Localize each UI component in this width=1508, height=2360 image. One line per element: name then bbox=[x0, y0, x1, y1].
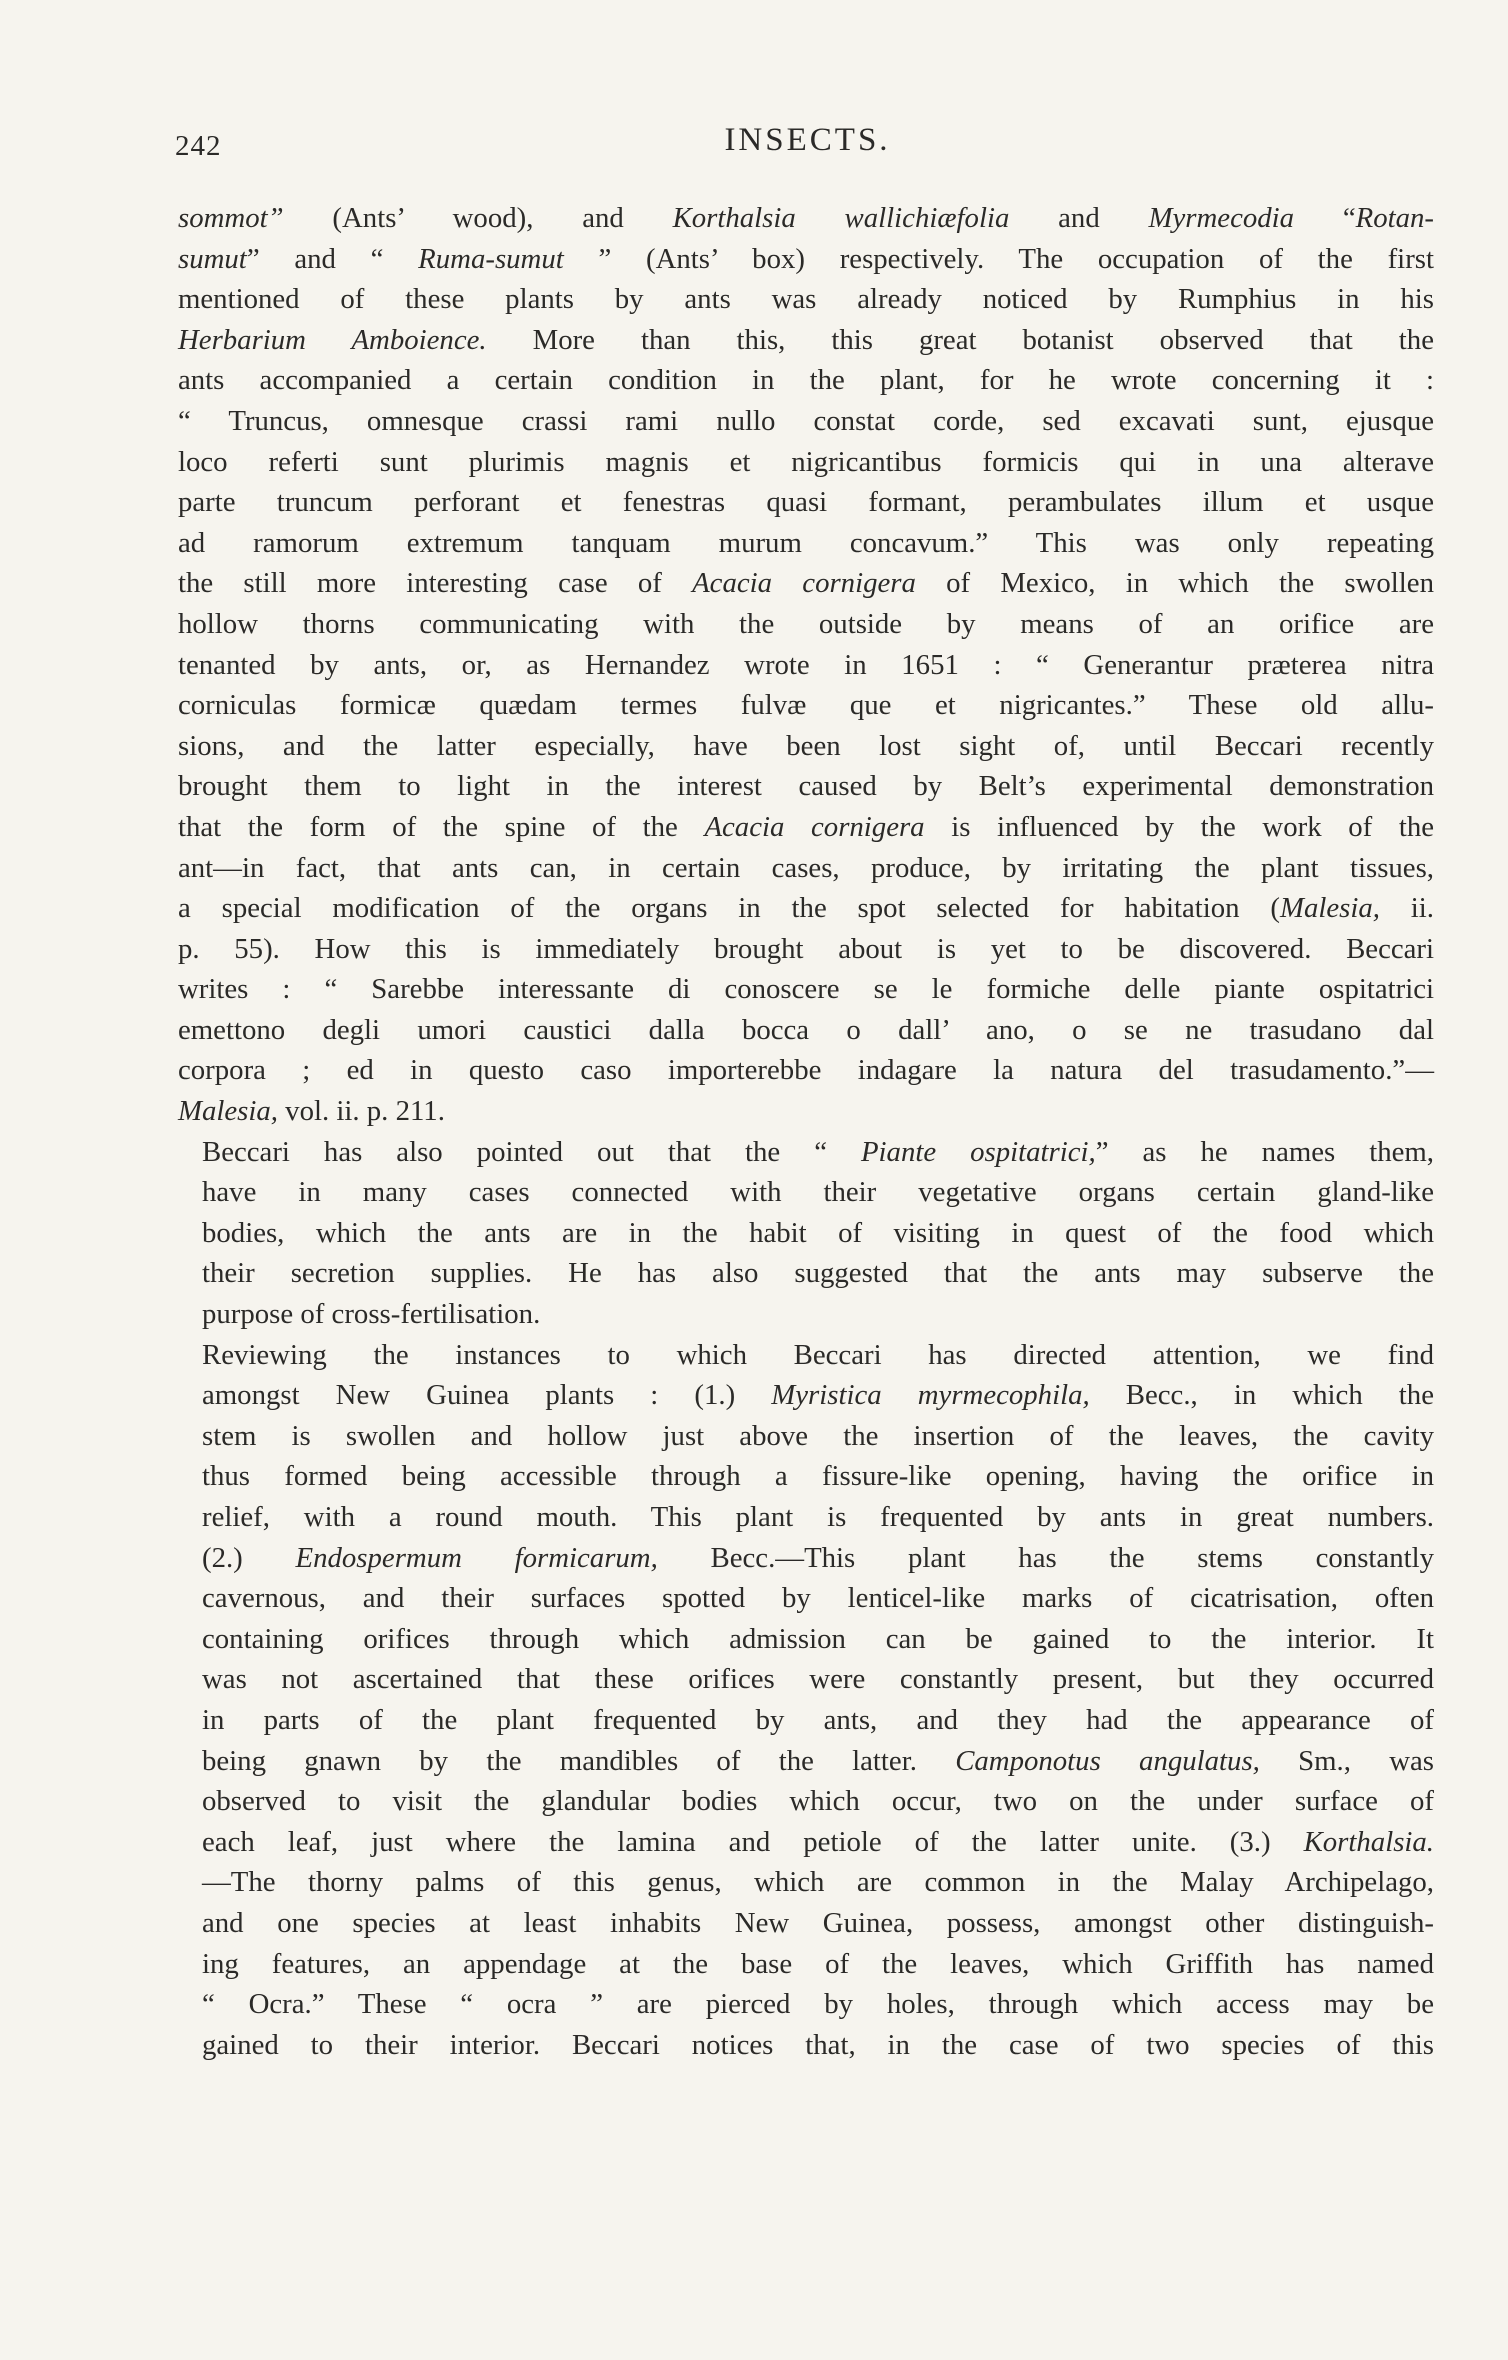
paragraph bbox=[178, 1132, 1434, 1335]
text-line bbox=[178, 645, 1434, 686]
italic-text: Acacia cornigera bbox=[692, 567, 916, 600]
text-run: “ Ocra.” These “ ocra ” are pierced by holes, through which access may be bbox=[202, 1988, 1434, 2021]
text-run: ad ramorum extremum tanquam murum concavum.” This was only repeating bbox=[178, 526, 1434, 559]
text-run: ii. bbox=[1379, 892, 1434, 925]
text-run: that the form of the spine of the bbox=[178, 810, 705, 843]
text-line bbox=[178, 1862, 1434, 1903]
text-run: sions, and the latter especially, have been lost sight of, until Beccari recently bbox=[178, 729, 1434, 762]
running-head: INSECTS. bbox=[724, 122, 891, 158]
text-line bbox=[178, 848, 1434, 889]
italic-text: Korthalsia. bbox=[1303, 1825, 1434, 1858]
text-line bbox=[178, 969, 1434, 1010]
text-run: cavernous, and their surfaces spotted by lenticel-like marks of cicatrisation, often bbox=[202, 1582, 1434, 1615]
text-run: corniculas formicæ quædam termes fulvæ que et nigricantes.” These old allu- bbox=[178, 689, 1434, 722]
text-line bbox=[178, 523, 1434, 564]
text-line bbox=[178, 482, 1434, 523]
text-run: of Mexico, in which the swollen bbox=[915, 567, 1434, 600]
body-text bbox=[178, 198, 1434, 2065]
text-run: More than this, this great botanist observed that the bbox=[486, 323, 1434, 356]
page-number: 242 bbox=[175, 130, 222, 162]
text-line bbox=[178, 1335, 1434, 1376]
text-line bbox=[178, 320, 1434, 361]
text-run: and bbox=[1009, 202, 1149, 234]
text-line bbox=[178, 1375, 1434, 1416]
text-run: ants accompanied a certain condition in the plant, for he wrote concerning it : bbox=[178, 364, 1434, 397]
text-run: p. 55). How this is immediately brought about is yet to be discovered. Beccari bbox=[178, 932, 1434, 965]
text-line bbox=[178, 1781, 1434, 1822]
text-line bbox=[178, 239, 1434, 280]
text-line bbox=[178, 1822, 1434, 1863]
text-run: Becc., in which the bbox=[1089, 1379, 1434, 1412]
text-run: thus formed being accessible through a fissure-like opening, having the orifice in bbox=[202, 1460, 1434, 1493]
text-line bbox=[178, 807, 1434, 848]
text-run: ” and “ bbox=[246, 242, 419, 275]
text-line bbox=[178, 1213, 1434, 1254]
italic-text: Korthalsia wallichiæfolia bbox=[672, 202, 1010, 234]
text-run: emettono degli umori caustici dalla bocca o dall’ ano, o se ne trasudano dal bbox=[178, 1013, 1434, 1046]
italic-text: Acacia cornigera bbox=[704, 810, 925, 843]
text-line bbox=[178, 1294, 1434, 1335]
text-line bbox=[178, 1944, 1434, 1985]
paragraph bbox=[178, 198, 1434, 1132]
text-run: purpose of cross-fertilisation. bbox=[202, 1298, 541, 1331]
text-run: Becc.—This plant has the stems constantly bbox=[657, 1541, 1434, 1574]
text-run: each leaf, just where the lamina and petiole of the latter unite. (3.) bbox=[202, 1825, 1304, 1858]
text-line bbox=[178, 1497, 1434, 1538]
text-run: (Ants’ wood), and bbox=[283, 202, 673, 234]
italic-text: Ruma-sumut bbox=[418, 242, 564, 275]
text-run: ant—in fact, that ants can, in certain cases, produce, by irritating the plant tissues, bbox=[178, 851, 1434, 884]
text-line bbox=[178, 1984, 1434, 2025]
text-run: bodies, which the ants are in the habit of visiting in quest of the food which bbox=[202, 1216, 1434, 1249]
page-header bbox=[175, 118, 1440, 178]
text-run: Beccari has also pointed out that the “ bbox=[202, 1135, 861, 1168]
text-run: stem is swollen and hollow just above the insertion of the leaves, the cavity bbox=[202, 1419, 1434, 1452]
text-line bbox=[178, 1010, 1434, 1051]
text-line bbox=[178, 2025, 1434, 2066]
text-run: Reviewing the instances to which Beccari has directed attention, we find bbox=[202, 1338, 1434, 1371]
text-run: in parts of the plant frequented by ants, and they had the appearance of bbox=[202, 1703, 1434, 1736]
text-run: hollow thorns communicating with the outside by means of an orifice are bbox=[178, 607, 1434, 640]
text-run: ” as he names them, bbox=[1095, 1135, 1435, 1168]
italic-text: sumut bbox=[178, 242, 247, 275]
text-run: have in many cases connected with their vegetative organs certain gland-like bbox=[202, 1176, 1434, 1209]
text-line bbox=[178, 1619, 1434, 1660]
text-run: ing features, an appendage at the base of the leaves, which Griffith has named bbox=[202, 1947, 1434, 1980]
italic-text: Camponotus angulatus, bbox=[955, 1744, 1260, 1777]
text-line bbox=[178, 442, 1434, 483]
italic-text: Malesia, bbox=[1279, 892, 1380, 925]
text-line bbox=[178, 726, 1434, 767]
text-run: brought them to light in the interest caused by Belt’s experimental demonstration bbox=[178, 770, 1434, 803]
text-line bbox=[178, 198, 1434, 239]
italic-text: Myristica myrmecophila, bbox=[771, 1379, 1090, 1412]
text-line bbox=[178, 1741, 1434, 1782]
text-run: vol. ii. p. 211. bbox=[277, 1095, 445, 1128]
text-run: relief, with a round mouth. This plant is frequented by ants in great numbers. bbox=[202, 1501, 1434, 1533]
text-run: mentioned of these plants by ants was already noticed by Rumphius in his bbox=[178, 283, 1434, 316]
text-run: gained to their interior. Beccari notices that, in the case of two species of this bbox=[202, 2028, 1434, 2061]
text-run: amongst New Guinea plants : (1.) bbox=[202, 1379, 772, 1412]
text-run: “ Truncus, omnesque crassi rami nullo constat corde, sed excavati sunt, ejusque bbox=[178, 404, 1434, 437]
text-run: a special modification of the organs in the spot selected for habitation ( bbox=[178, 892, 1280, 925]
text-run: their secretion supplies. He has also suggested that the ants may subserve the bbox=[202, 1257, 1434, 1290]
text-line bbox=[178, 1903, 1434, 1944]
text-run: writes : “ Sarebbe interessante di conoscere se le formiche delle piante ospitatrici bbox=[178, 973, 1434, 1006]
text-line bbox=[178, 1132, 1434, 1173]
italic-text: Piante ospitatrici, bbox=[860, 1135, 1096, 1168]
text-run: ” (Ants’ box) respectively. The occupation of the first bbox=[563, 242, 1434, 275]
text-run: containing orifices through which admission can be gained to the interior. It bbox=[202, 1622, 1434, 1655]
text-run: was not ascertained that these orifices were constantly present, but they occurred bbox=[202, 1663, 1434, 1696]
text-line bbox=[178, 1456, 1434, 1497]
text-run: “ bbox=[1294, 202, 1356, 234]
text-run: (2.) bbox=[202, 1541, 296, 1574]
text-run: tenanted by ants, or, as Hernandez wrote in 1651 : “ Generantur præterea nitra bbox=[178, 648, 1434, 681]
text-line bbox=[178, 563, 1434, 604]
text-run: corpora ; ed in questo caso importerebbe indagare la natura del trasudamento.”— bbox=[178, 1054, 1434, 1087]
text-run: and one species at least inhabits New Guinea, possess, amongst other distinguish- bbox=[202, 1906, 1434, 1939]
text-run: parte truncum perforant et fenestras quasi formant, perambulates illum et usque bbox=[178, 486, 1434, 519]
text-line bbox=[178, 1700, 1434, 1741]
text-line bbox=[178, 1050, 1434, 1091]
text-line bbox=[178, 766, 1434, 807]
text-line bbox=[178, 360, 1434, 401]
text-run: being gnawn by the mandibles of the latter. bbox=[202, 1744, 956, 1777]
text-line bbox=[178, 604, 1434, 645]
text-line bbox=[178, 929, 1434, 970]
text-line bbox=[178, 1538, 1434, 1579]
italic-text: Endospermum formicarum, bbox=[295, 1541, 658, 1574]
text-line bbox=[178, 1091, 1434, 1132]
text-run: observed to visit the glandular bodies which occur, two on the under surface of bbox=[202, 1785, 1434, 1818]
text-run: —The thorny palms of this genus, which are common in the Malay Archipelago, bbox=[202, 1866, 1434, 1899]
italic-text: Herbarium Amboience. bbox=[178, 323, 487, 356]
text-run: is influenced by the work of the bbox=[924, 810, 1434, 843]
text-line bbox=[178, 888, 1434, 929]
text-line bbox=[178, 1659, 1434, 1700]
text-line bbox=[178, 1416, 1434, 1457]
text-line bbox=[178, 1253, 1434, 1294]
text-line bbox=[178, 279, 1434, 320]
paragraph bbox=[178, 1335, 1434, 2066]
text-line bbox=[178, 1172, 1434, 1213]
text-run: loco referti sunt plurimis magnis et nigricantibus formicis qui in una alterave bbox=[178, 445, 1434, 478]
text-line bbox=[178, 401, 1434, 442]
text-run: the still more interesting case of bbox=[178, 567, 693, 600]
text-line bbox=[178, 1578, 1434, 1619]
italic-text: sommot” bbox=[178, 202, 284, 234]
italic-text: Rotan- bbox=[1355, 202, 1435, 234]
italic-text: Myrmecodia bbox=[1148, 202, 1295, 234]
text-run: Sm., was bbox=[1259, 1744, 1434, 1777]
italic-text: Malesia, bbox=[178, 1095, 278, 1128]
text-line bbox=[178, 685, 1434, 726]
